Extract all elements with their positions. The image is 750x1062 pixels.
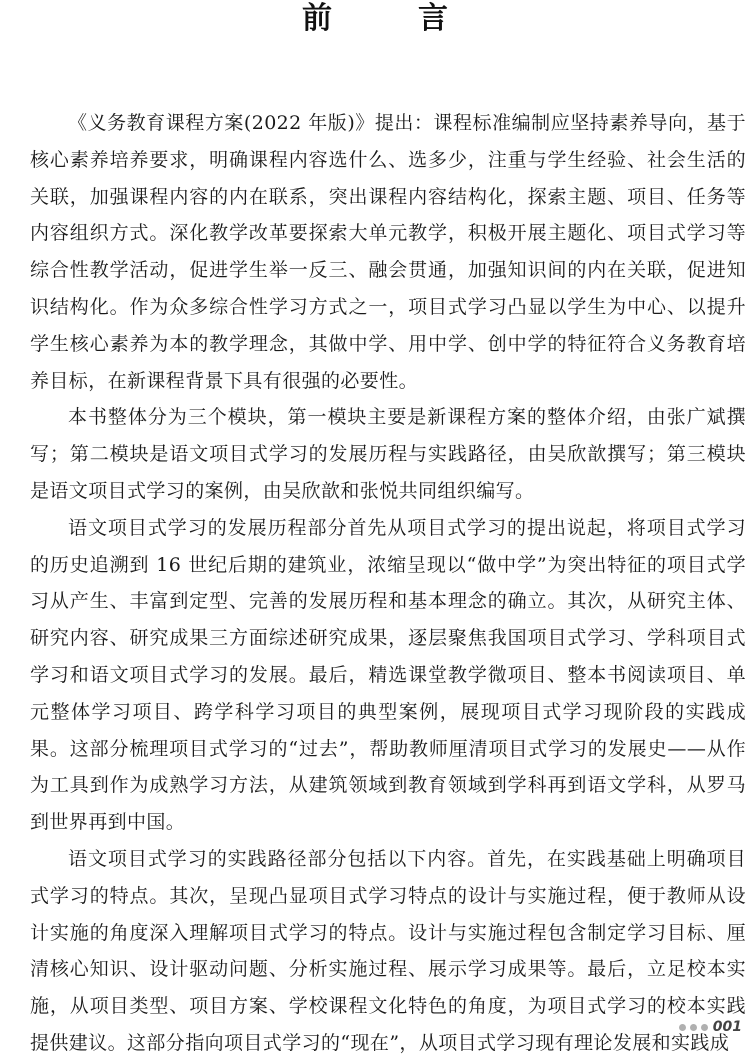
body-text bbox=[30, 105, 746, 1062]
page-title: 前 言 bbox=[302, 1, 476, 36]
paragraph-2: 本书整体分为三个模块，第一模块主要是新课程方案的整体介绍，由张广斌撰写；第二模块是语文项目式学习的发展历程与实践路径，由吴欣歆撰写；第三模块是语文项目式学习的案例，由吴欣歆和张悦共同组织编写。 bbox=[30, 406, 746, 502]
paragraph-4: 语文项目式学习的实践路径部分包括以下内容。首先，在实践基础上明确项目式学习的特点。其次，呈现凸显项目式学习特点的设计与实施过程，便于教师从设计实施的角度深入理解项目式学习的特点。设计与实施过程包含制定学习目标、厘清核心知识、设计驱动问题、分析实施过程、展示学习成果等。最后，立足校本实施，从项目类型、项目方案、学校课程文化特色的角度，为项目式学习的校本实践提供建议。这部分指向项目式学习的“现在”，从项目式学习现有理论发展和实践成 bbox=[30, 847, 746, 1054]
paragraph-1: 《义务教育课程方案(2022 年版)》提出：课程标准编制应坚持素养导向，基于核心素养培养要求，明确课程内容选什么、选多少，注重与学生经验、社会生活的关联，加强课程内容的内在联系，突出课程内容结构化，探索主题、项目、任务等内容组织方式。深化教学改革要探索大单元教学，积极开展主题化、项目式学习等综合性教学活动，促进学生举一反三、融会贯通，加强知识间的内在关联，促进知识结构化。作为众多综合性学习方式之一，项目式学习凸显以学生为中心、以提升学生核心素养为本的教学理念，其做中学、用中学、创中学的特征符合义务教育培养目标，在新课程背景下具有很强的必要性。 bbox=[30, 112, 746, 392]
paragraph-3: 语文项目式学习的发展历程部分首先从项目式学习的提出说起，将项目式学习的历史追溯到 16 世纪后期的建筑业，浓缩呈现以“做中学”为突出特征的项目式学习从产生、丰富到定型、完善的发展历程和基本理念的确立。其次，从研究主体、研究内容、研究成果三方面综述研究成果，逐层聚焦我国项目式学习、学科项目式学习和语文项目式学习的发展。最后，精选课堂教学微项目、整本书阅读项目、单元整体学习项目、跨学科学习项目的典型案例，展现项目式学习现阶段的实践成果。这部分梳理项目式学习的“过去”，帮助教师厘清项目式学习的发展史——从作为工具到作为成熟学习方法，从建筑领域到教育领域到学科再到语文学科，从罗马到世界再到中国。 bbox=[30, 516, 746, 834]
page-footer bbox=[679, 1019, 742, 1035]
footer-dots-icon bbox=[679, 1024, 708, 1031]
page-number: 001 bbox=[712, 1019, 742, 1035]
